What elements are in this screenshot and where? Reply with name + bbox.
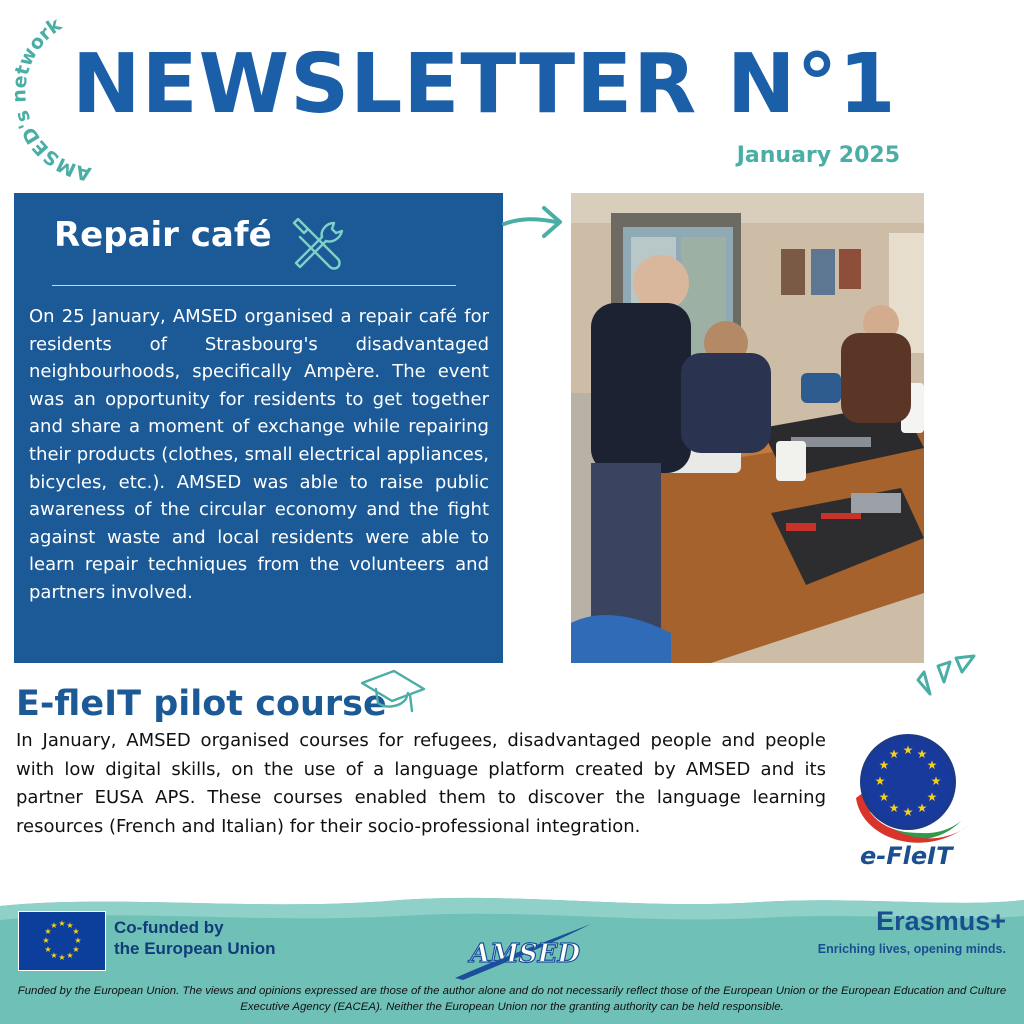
svg-text:★: ★ [74, 936, 82, 945]
efleit-body: In January, AMSED organised courses for refugees, disadvantaged people and people with low digital skills, on the use of a language platform created by AMSED and its partner EUSA APS. These courses enabled them to discover the language learning resources (French and Italian) for their socio-professional integration. [16, 730, 826, 837]
svg-text:★: ★ [72, 945, 80, 954]
svg-text:★: ★ [878, 790, 890, 804]
svg-text:★: ★ [42, 936, 50, 945]
svg-text:★: ★ [926, 790, 938, 804]
svg-text:★: ★ [44, 945, 52, 954]
svg-text:★: ★ [66, 951, 74, 960]
cofunded-line-1: Co-funded by [114, 918, 224, 937]
arrow-right-icon [500, 200, 568, 244]
svg-text:★: ★ [902, 743, 914, 757]
graduation-cap-icon [358, 667, 428, 717]
erasmus-tagline: Enriching lives, opening minds. [817, 942, 1006, 956]
amsed-logo-text: AMSED [469, 939, 581, 969]
efleit-logo-text: e-FleIT [860, 842, 953, 870]
svg-text:★: ★ [58, 919, 66, 928]
svg-text:★: ★ [72, 927, 80, 936]
svg-text:★: ★ [50, 921, 58, 930]
eu-flag-stars [19, 912, 105, 970]
svg-text:★: ★ [874, 774, 886, 788]
funding-disclaimer: Funded by the European Union. The views and opinions expressed are those of the author alone and do not necessarily reflect those of the European Union or the European Education and Culture Executive Agency (EACEA). Neither the European Union nor the granting authority can be held responsible. [17, 985, 1007, 1013]
svg-text:★: ★ [916, 801, 928, 815]
curved-network-text: AMSED's network [8, 13, 94, 185]
svg-text:★: ★ [916, 747, 928, 761]
repair-cafe-photo [571, 193, 924, 663]
cofunded-label [114, 917, 276, 959]
sparkle-lines-icon [910, 652, 980, 712]
repair-cafe-body: On 25 January, AMSED organised a repair café for residents of Strasbourg's disadvantaged neighbourhoods, specifically Ampère. The event was an opportunity for residents to get together and share a moment of exchange while repairing their products (clothes, small electrical appliances, bicycles, etc.). AMSED was able to raise public awareness of the circular economy and the fight against waste and local residents were able to learn repair techniques from the volunteers and partners involved. [29, 306, 489, 603]
svg-text:★: ★ [44, 927, 52, 936]
svg-text:★: ★ [66, 921, 74, 930]
efleit-title: E-fleIT pilot course [16, 684, 387, 724]
tools-icon [286, 209, 350, 273]
eu-flag [18, 911, 106, 971]
svg-text:★: ★ [878, 758, 890, 772]
amsed-logo [455, 920, 595, 980]
svg-text:★: ★ [888, 801, 900, 815]
svg-text:★: ★ [926, 758, 938, 772]
erasmus-plus-logo: Erasmus+ [876, 906, 1006, 936]
svg-text:★: ★ [888, 747, 900, 761]
issue-date: January 2025 [736, 143, 900, 168]
repair-cafe-divider [52, 285, 456, 286]
svg-text:★: ★ [930, 774, 942, 788]
repair-cafe-panel [14, 193, 503, 663]
cofunded-line-2: the European Union [114, 939, 276, 958]
svg-text:★: ★ [50, 951, 58, 960]
newsletter-title: NEWSLETTER N°1 [72, 37, 897, 132]
repair-cafe-title: Repair café [54, 215, 272, 255]
svg-text:★: ★ [902, 805, 914, 819]
svg-text:★: ★ [58, 953, 66, 962]
